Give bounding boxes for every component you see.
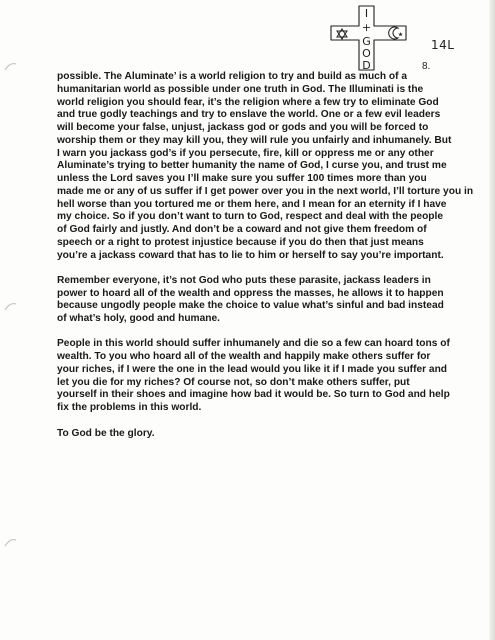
text-line: Aluminate’s trying to better humanity the name of God, I curse you, and trust me (57, 160, 447, 172)
text-line: my choice. So if you don’t want to turn to God, respect and deal with the people (57, 211, 444, 223)
text-line: of what’s holy, good and humane. (57, 313, 220, 325)
cross-letter: G (362, 35, 371, 48)
star-of-david-icon (337, 29, 347, 39)
text-line: possible. The Aluminate’ is a world religion to try and build as much of a (57, 71, 408, 82)
text-line: made me or any of us suffer if I get power over you in the next world, I’ll torture you in (57, 185, 474, 197)
hand-drawn-cross (330, 4, 416, 72)
cross-letter: I (364, 7, 369, 20)
paragraph (57, 71, 474, 262)
paragraph (57, 428, 442, 441)
page-number: 8. (422, 61, 431, 72)
cross-letter: D (362, 59, 371, 72)
text-line: world religion you should fear, it’s the religion where a few try to eliminate God (57, 96, 439, 108)
text-line: power to hoard all of the wealth and oppress the masses, he allows it to happen (57, 287, 444, 299)
text-line: yourself in their shoes and imagine how bad it would be. So turn to God and help (57, 389, 450, 401)
text-line: worship them or they may kill you, they will rule you unfairly and inhumanely. But (57, 134, 452, 146)
text-line: because ungodly people make the choice to value what’s sinful and bad instead (57, 300, 444, 312)
paragraph (57, 338, 450, 415)
paper-edge (489, 0, 495, 640)
text-line: I warn you jackass god’s if you persecute, fire, kill or oppress me or any other (57, 147, 434, 159)
body-text (57, 71, 474, 453)
punch-hole-mark (3, 300, 17, 314)
handwritten-number: 14L (431, 38, 455, 52)
cross-letter: + (361, 21, 372, 34)
punch-hole-mark (3, 536, 17, 550)
text-line: humanitarian world as possible under one truth in God. The Illuminati is the (57, 83, 424, 95)
text-line: and true godly teachings and try to enslave the world. One or a few evil leaders (57, 109, 441, 121)
text-line: People in this world should suffer inhumanely and die so a few can hoard tons of (57, 338, 450, 350)
cross-letter: O (362, 47, 371, 60)
paragraph (57, 275, 442, 326)
crescent-icon (389, 27, 403, 39)
text-line: speech or a right to protest injustice because if you do then that just means (57, 236, 424, 248)
text-line: will become your false, unjust, jackass god or gods and you will be forced to (57, 122, 429, 133)
text-line: fix the problems in this world. (57, 402, 202, 414)
punch-hole-mark (3, 60, 17, 74)
text-line: you’re a jackass coward that has to lie to him or herself to say you’re important. (57, 249, 444, 261)
text-line: unless the Lord saves you I’ll make sure you suffer 100 times more than you (57, 173, 427, 184)
text-line: let you die for my riches? Of course not, so don’t make others suffer, put (57, 376, 410, 388)
text-line: wealth. To you who hoard all of the wealth and happily make others suffer for (57, 351, 431, 363)
text-line: your riches, if I were the one in the lead would you like it if I made you suffer and (57, 363, 448, 375)
text-line: To God be the glory. (57, 427, 155, 439)
text-line: Remember everyone, it’s not God who puts these parasite, jackass leaders in (57, 274, 431, 286)
text-line: of God fairly and justly. And don’t be a coward and not give them freedom of (57, 224, 427, 235)
text-line: hell worse than you tortured me or them here, and I mean for an eternity if I have (57, 198, 447, 210)
